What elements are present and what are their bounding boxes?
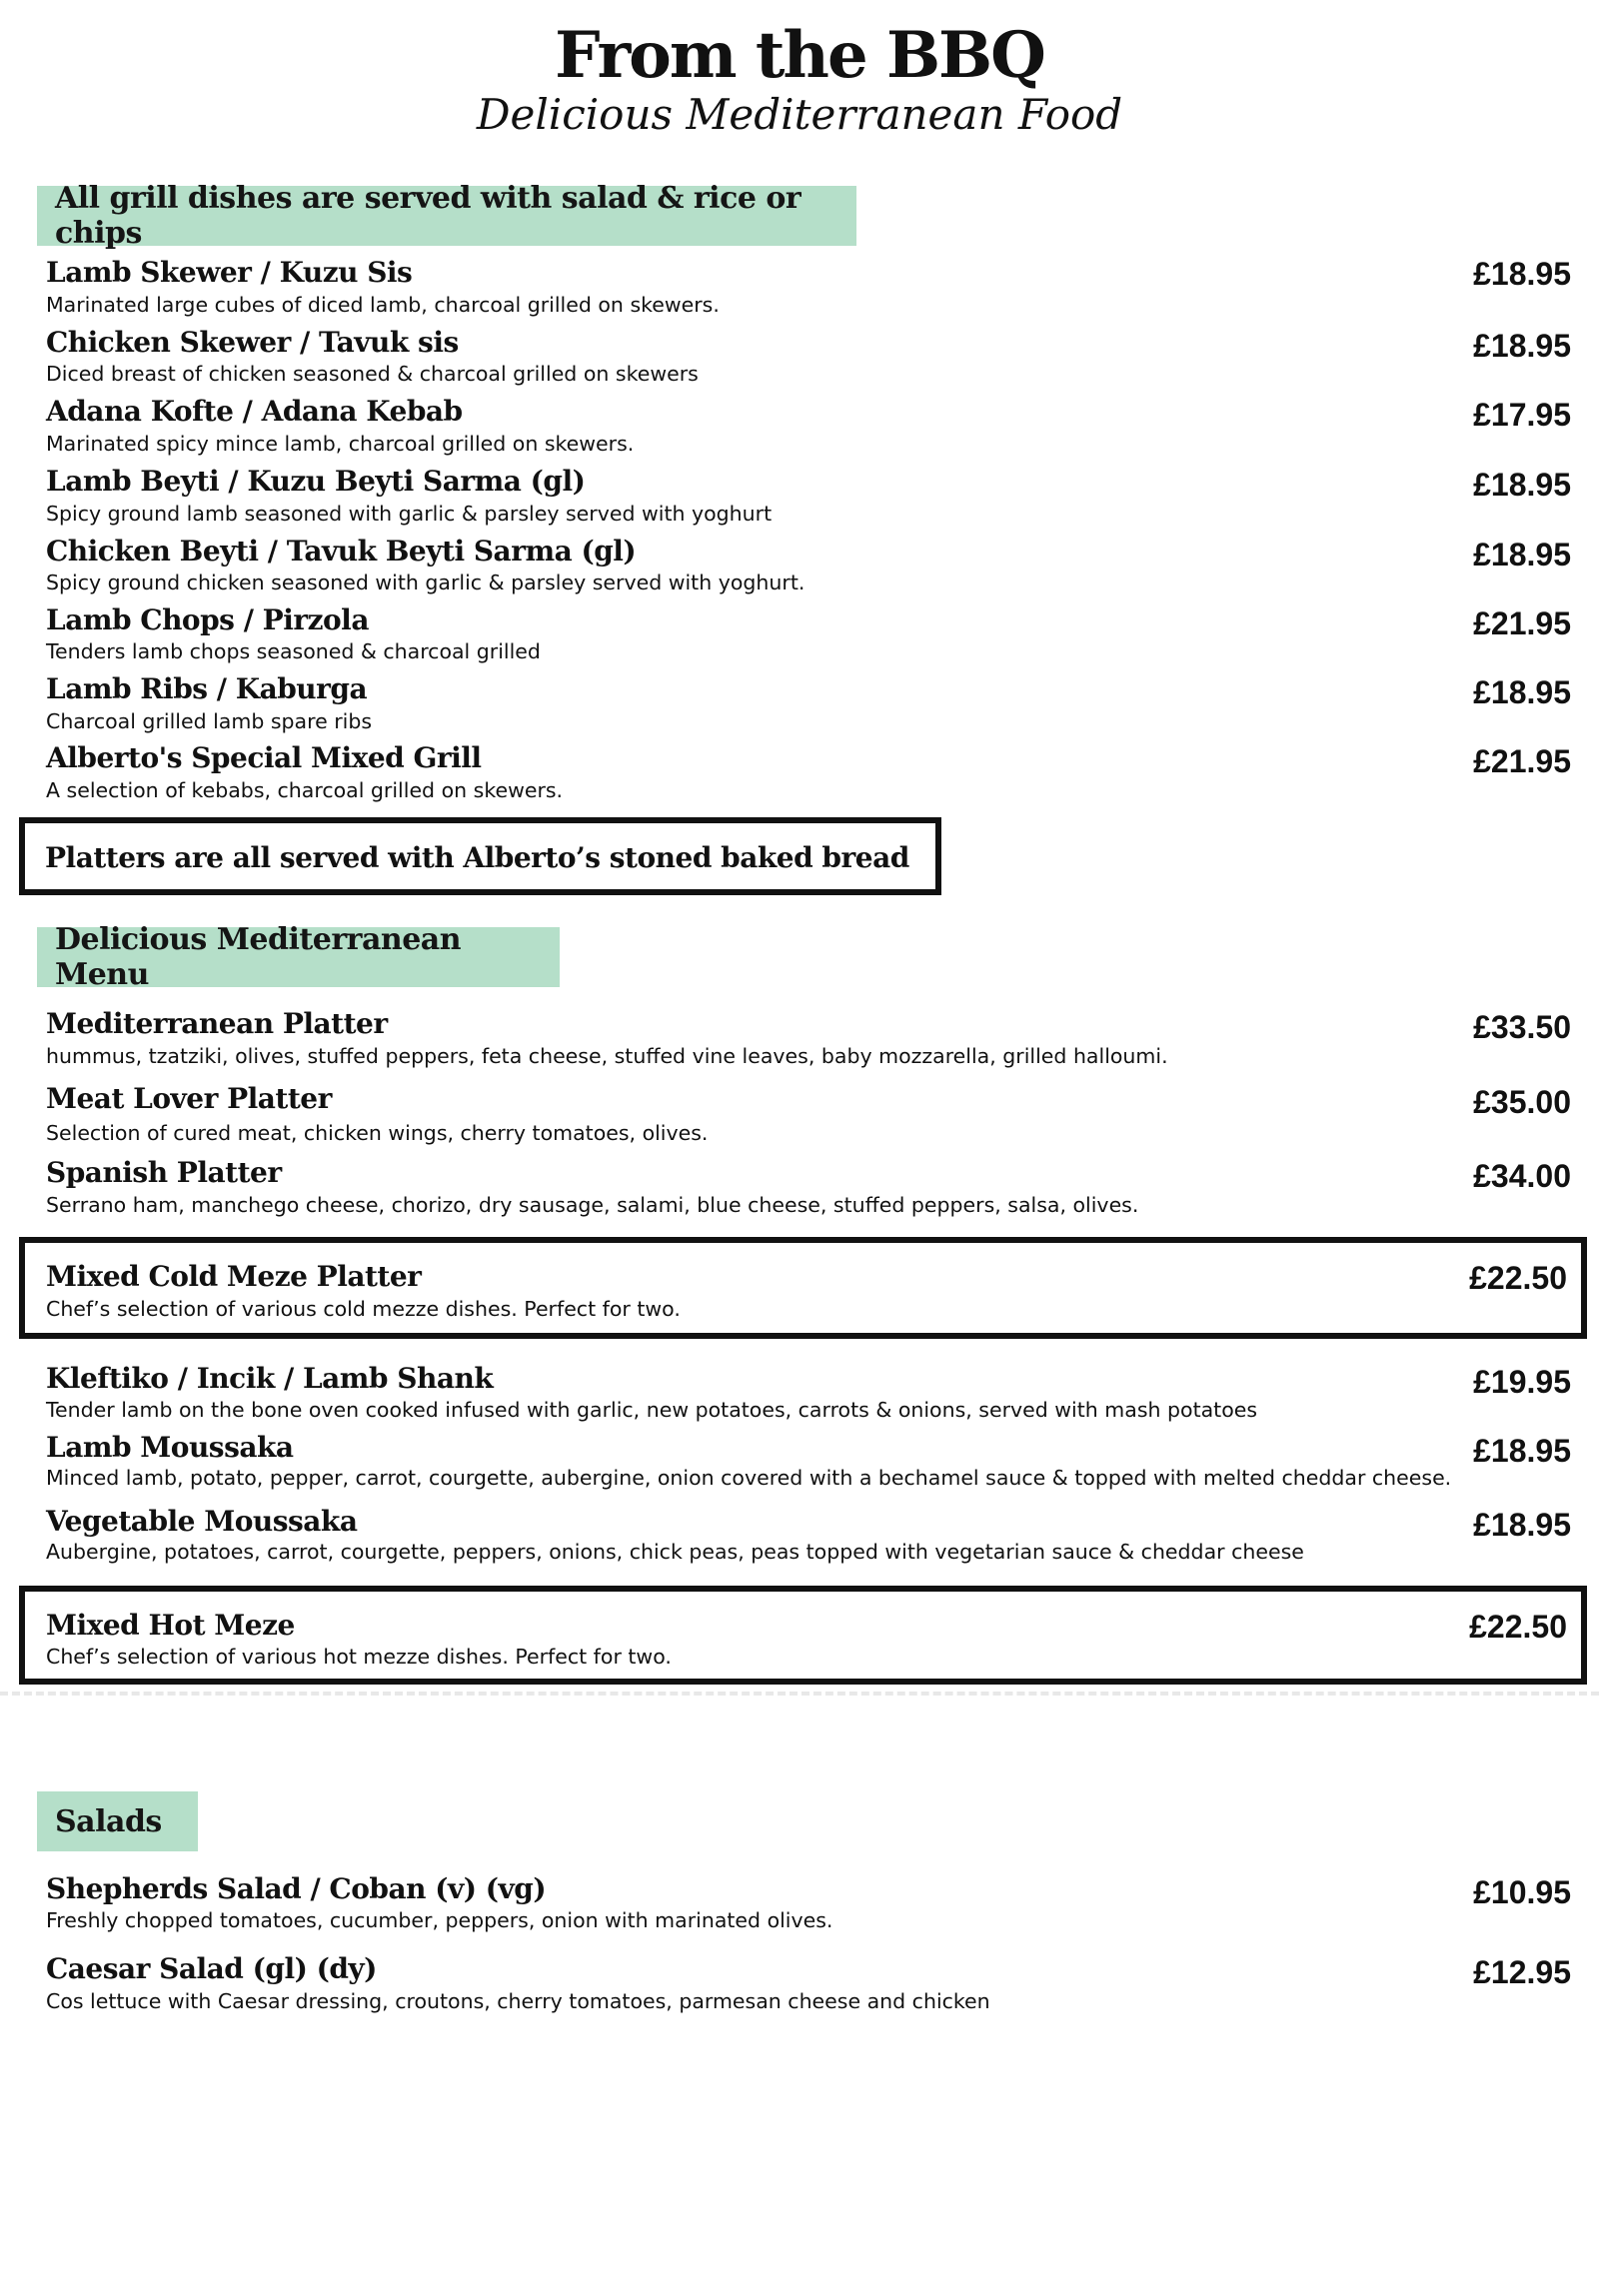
item-price: £22.50: [1469, 1260, 1567, 1296]
grill-banner: All grill dishes are served with salad & rice or chips: [37, 186, 856, 246]
item-name: Mixed Hot Meze: [46, 1609, 295, 1642]
cold-meze-box: [19, 1237, 1587, 1339]
item-price: £18.95: [1473, 1507, 1571, 1543]
item-name: Adana Kofte / Adana Kebab: [46, 395, 463, 428]
item-price: £18.95: [1473, 674, 1571, 710]
item-name: Chicken Skewer / Tavuk sis: [46, 326, 459, 359]
item-name: Lamb Beyti / Kuzu Beyti Sarma (gl): [46, 465, 586, 498]
item-description: Chef’s selection of various cold mezze dishes. Perfect for two.: [46, 1297, 681, 1321]
item-description: Spicy ground chicken seasoned with garlic & parsley served with yoghurt.: [46, 571, 805, 594]
item-price: £21.95: [1473, 743, 1571, 779]
item-price: £12.95: [1473, 1954, 1571, 1990]
item-description: Aubergine, potatoes, carrot, courgette, peppers, onions, chick peas, peas topped with vegetarian sauce & cheddar cheese: [46, 1540, 1304, 1564]
item-price: £34.00: [1473, 1158, 1571, 1194]
item-description: Cos lettuce with Caesar dressing, croutons, cherry tomatoes, parmesan cheese and chicken: [46, 1989, 990, 2013]
item-description: Selection of cured meat, chicken wings, cherry tomatoes, olives.: [46, 1121, 709, 1145]
item-name: Lamb Moussaka: [46, 1431, 294, 1464]
hot-meze-box: [19, 1586, 1587, 1685]
item-name: Mediterranean Platter: [46, 1007, 388, 1040]
item-name: Alberto's Special Mixed Grill: [46, 741, 482, 774]
item-description: A selection of kebabs, charcoal grilled on skewers.: [46, 778, 564, 802]
item-price: £17.95: [1473, 397, 1571, 433]
item-price: £18.95: [1473, 467, 1571, 503]
item-description: Marinated spicy mince lamb, charcoal grilled on skewers.: [46, 432, 635, 456]
item-price: £21.95: [1473, 605, 1571, 641]
item-price: £35.00: [1473, 1084, 1571, 1120]
item-name: Lamb Chops / Pirzola: [46, 603, 369, 636]
item-name: Kleftiko / Incik / Lamb Shank: [46, 1362, 494, 1395]
mediterranean-banner: Delicious Mediterranean Menu: [37, 927, 560, 987]
item-description: Marinated large cubes of diced lamb, charcoal grilled on skewers.: [46, 293, 720, 317]
item-price: £22.50: [1469, 1609, 1567, 1645]
item-description: Diced breast of chicken seasoned & charcoal grilled on skewers: [46, 362, 699, 386]
item-description: Chef’s selection of various hot mezze dishes. Perfect for two.: [46, 1645, 672, 1669]
item-price: £19.95: [1473, 1364, 1571, 1400]
item-name: Meat Lover Platter: [46, 1082, 332, 1115]
item-name: Chicken Beyti / Tavuk Beyti Sarma (gl): [46, 535, 637, 568]
item-price: £10.95: [1473, 1874, 1571, 1910]
item-price: £33.50: [1473, 1009, 1571, 1045]
item-name: Vegetable Moussaka: [46, 1505, 358, 1538]
platter-note: Platters are all served with Alberto’s stoned baked bread: [45, 841, 909, 874]
page-divider: [0, 1692, 1599, 1696]
item-description: Tender lamb on the bone oven cooked infused with garlic, new potatoes, carrots & onions, served with mash potatoes: [46, 1398, 1258, 1422]
menu-subtitle: Delicious Mediterranean Food: [476, 90, 1123, 139]
item-description: Freshly chopped tomatoes, cucumber, peppers, onion with marinated olives.: [46, 1908, 833, 1932]
item-description: Charcoal grilled lamb spare ribs: [46, 709, 373, 733]
platter-note-box: [19, 817, 941, 895]
item-description: Spicy ground lamb seasoned with garlic & parsley served with yoghurt: [46, 502, 773, 526]
item-price: £18.95: [1473, 1433, 1571, 1469]
item-name: Lamb Skewer / Kuzu Sis: [46, 256, 413, 289]
item-name: Lamb Ribs / Kaburga: [46, 672, 368, 705]
item-name: Shepherds Salad / Coban (v) (vg): [46, 1872, 547, 1905]
salads-banner: Salads: [37, 1791, 198, 1851]
item-description: Tenders lamb chops seasoned & charcoal grilled: [46, 639, 541, 663]
item-price: £18.95: [1473, 256, 1571, 292]
item-name: Spanish Platter: [46, 1156, 282, 1189]
item-description: Minced lamb, potato, pepper, carrot, courgette, aubergine, onion covered with a bechamel sauce & topped with melted cheddar cheese.: [46, 1466, 1452, 1490]
item-price: £18.95: [1473, 328, 1571, 364]
item-description: hummus, tzatziki, olives, stuffed peppers, feta cheese, stuffed vine leaves, baby mozzarella, grilled halloumi.: [46, 1044, 1168, 1068]
item-name: Caesar Salad (gl) (dy): [46, 1952, 377, 1985]
item-price: £18.95: [1473, 537, 1571, 573]
menu-title: From the BBQ: [555, 18, 1044, 93]
item-description: Serrano ham, manchego cheese, chorizo, dry sausage, salami, blue cheese, stuffed peppers, salsa, olives.: [46, 1193, 1139, 1217]
item-name: Mixed Cold Meze Platter: [46, 1260, 422, 1293]
